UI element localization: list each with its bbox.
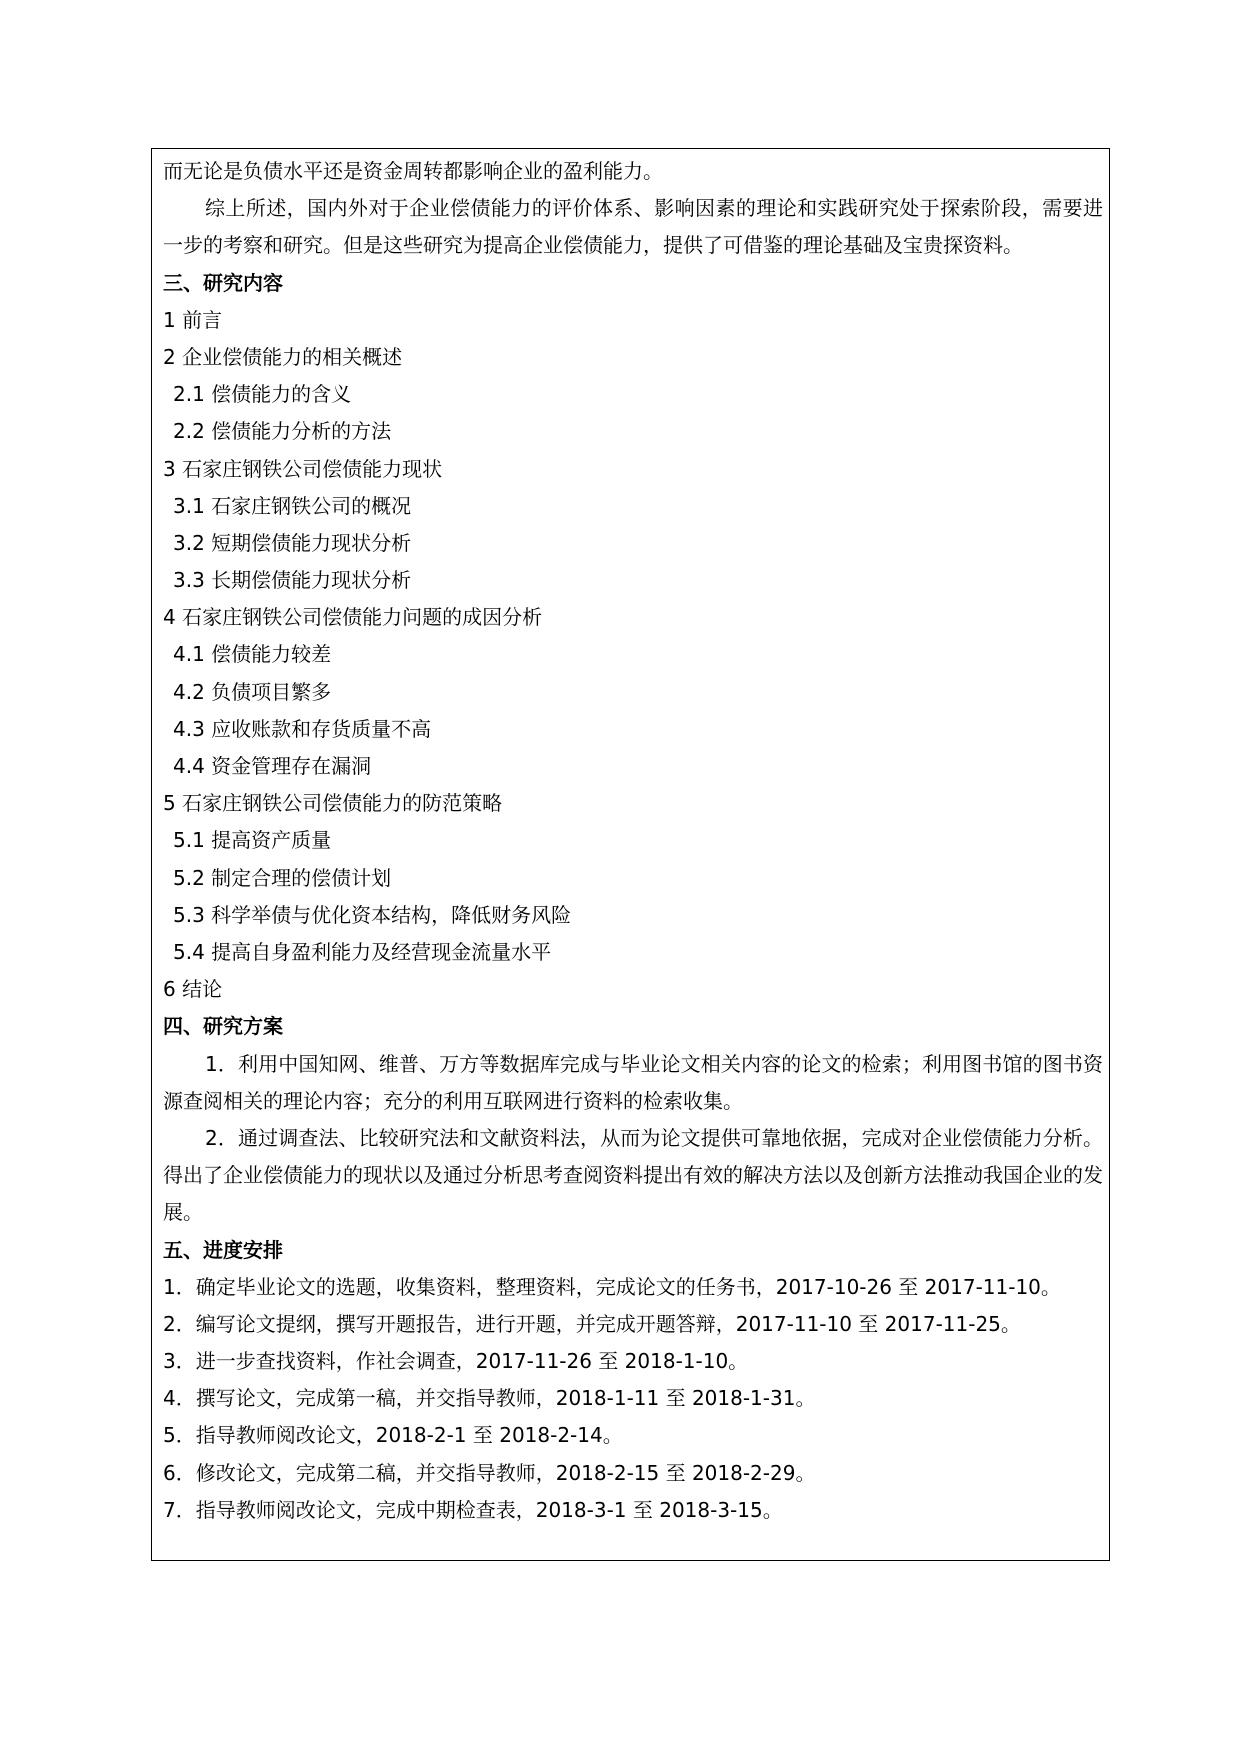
outline-subitem: 4.1 偿债能力较差 [173, 642, 332, 667]
outline-subitem: 4.4 资金管理存在漏洞 [173, 754, 372, 779]
outline-item: 5 石家庄钢铁公司偿债能力的防范策略 [163, 791, 503, 816]
outline-subitem: 3.1 石家庄钢铁公司的概况 [173, 493, 412, 518]
document-table-cell [151, 148, 1110, 1561]
schedule-item: 2．编写论文提纲，撰写开题报告，进行开题，并完成开题答辩，2017-11-10 至 2017-11-25。 [163, 1311, 1021, 1336]
research-outline [163, 302, 1103, 1009]
paragraph-continuation: 而无论是负债水平还是资金周转都影响企业的盈利能力。 [163, 159, 663, 183]
plan-paragraph: 1．利用中国知网、维普、万方等数据库完成与毕业论文相关内容的论文的检索；利用图书馆的图书资源查阅相关的理论内容；充分的利用互联网进行资料的检索收集。 [163, 1051, 1103, 1113]
outline-subitem: 2.1 偿债能力的含义 [173, 382, 352, 407]
outline-item: 4 石家庄钢铁公司偿债能力问题的成因分析 [163, 605, 543, 630]
outline-item: 6 结论 [163, 977, 223, 1002]
outline-subitem: 4.2 负债项目繁多 [173, 679, 332, 704]
section-heading-research-content: 三、研究内容 [163, 270, 283, 295]
schedule-item: 3．进一步查找资料，作社会调查，2017-11-26 至 2018-1-10。 [163, 1349, 749, 1374]
document-content [163, 153, 1103, 1529]
schedule-item: 5．指导教师阅改论文，2018-2-1 至 2018-2-14。 [163, 1423, 623, 1448]
outline-subitem: 3.2 短期偿债能力现状分析 [173, 530, 412, 555]
outline-subitem: 5.3 科学举债与优化资本结构，降低财务风险 [173, 902, 572, 927]
section-heading-research-plan: 四、研究方案 [163, 1014, 283, 1039]
outline-subitem: 5.1 提高资产质量 [173, 828, 332, 853]
outline-subitem: 5.2 制定合理的偿债计划 [173, 865, 392, 890]
schedule-item: 4．撰写论文，完成第一稿，并交指导教师，2018-1-11 至 2018-1-31。 [163, 1386, 816, 1411]
outline-subitem: 5.4 提高自身盈利能力及经营现金流量水平 [173, 939, 552, 964]
outline-subitem: 3.3 长期偿债能力现状分析 [173, 568, 412, 593]
outline-item: 2 企业偿债能力的相关概述 [163, 344, 403, 369]
outline-subitem: 4.3 应收账款和存货质量不高 [173, 716, 432, 741]
schedule-item: 6．修改论文，完成第二稿，并交指导教师，2018-2-15 至 2018-2-29。 [163, 1460, 816, 1485]
outline-item: 1 前言 [163, 307, 223, 332]
paragraph-summary: 综上所述，国内外对于企业偿债能力的评价体系、影响因素的理论和实践研究处于探索阶段，需要进一步的考察和研究。但是这些研究为提高企业偿债能力，提供了可借鉴的理论基础及宝贵探资料。 [163, 196, 1103, 258]
schedule-item: 1．确定毕业论文的选题，收集资料，整理资料，完成论文的任务书，2017-10-26 至 2017-11-10。 [163, 1274, 1061, 1299]
outline-item: 3 石家庄钢铁公司偿债能力现状 [163, 456, 443, 481]
schedule-item: 7．指导教师阅改论文，完成中期检查表，2018-3-1 至 2018-3-15。 [163, 1497, 783, 1522]
section-heading-schedule: 五、进度安排 [163, 1237, 283, 1262]
plan-paragraph: 2．通过调查法、比较研究法和文献资料法，从而为论文提供可靠地依据，完成对企业偿债能力分析。得出了企业偿债能力的现状以及通过分析思考查阅资料提出有效的解决方法以及创新方法推动我国企业的发展。 [163, 1125, 1103, 1225]
outline-subitem: 2.2 偿债能力分析的方法 [173, 419, 392, 444]
